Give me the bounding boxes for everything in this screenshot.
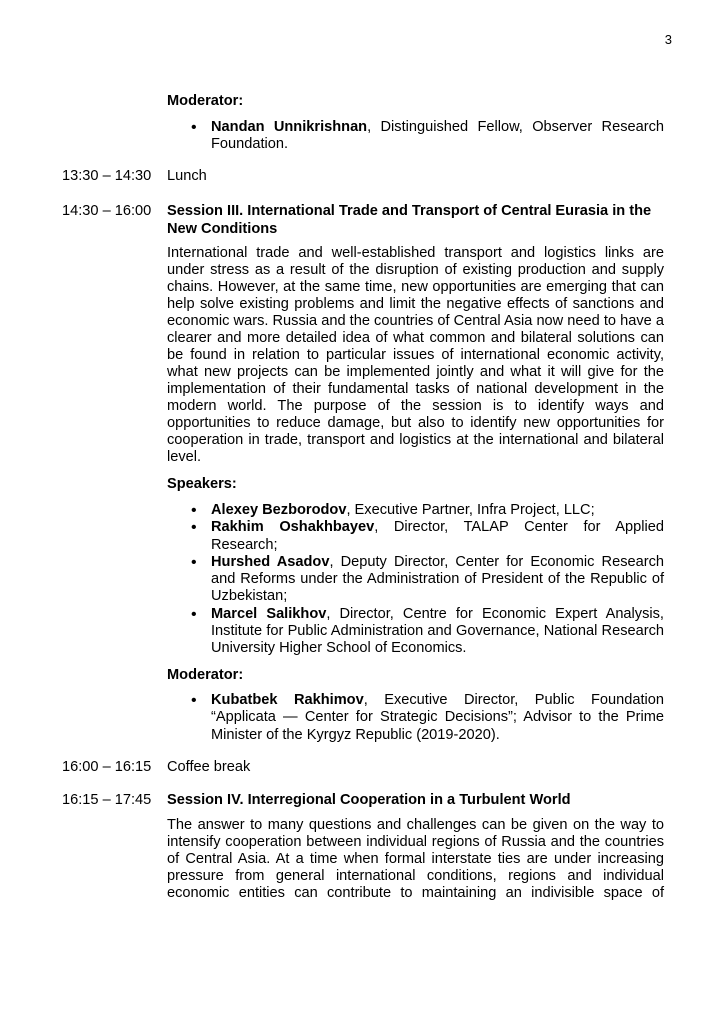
- person-name: Nandan Unnikrishnan: [211, 119, 368, 135]
- moderator-label: Moderator:: [167, 667, 244, 683]
- moderator-list: [211, 692, 664, 744]
- session-description: The answer to many questions and challenges can be given on the way to intensify cooperation between individual regions of Russia and the countries of Central Asia. At a time when formal interstate ties are under increasing pressure from general international conditions, regions and individual economic entities can contribute to maintaining an indivisible space of: [167, 817, 664, 901]
- list-item: [211, 606, 664, 658]
- time-slot: 14:30 – 16:00: [62, 203, 152, 219]
- list-item: [211, 554, 664, 606]
- person-name: Alexey Bezborodov: [211, 502, 347, 518]
- person-name: Marcel Salikhov: [211, 605, 327, 622]
- moderator-list: [211, 119, 664, 154]
- time-slot: 16:00 – 16:15: [62, 759, 152, 775]
- time-slot: 13:30 – 14:30: [62, 168, 152, 184]
- list-item: [211, 119, 664, 154]
- agenda-label: Lunch: [167, 168, 207, 184]
- speakers-list: [211, 502, 664, 658]
- person-details: , Deputy Director, Center for Economic Research and Reforms under the Administration of President of the Republic of Uzbekistan;: [211, 553, 664, 605]
- person-details: , Distinguished Fellow, Observer Research Foundation.: [211, 119, 664, 153]
- person-details: , Executive Partner, Infra Project, LLC;: [346, 502, 595, 518]
- person-details: , Director, TALAP Center for Applied Research;: [211, 519, 664, 553]
- list-item: [211, 519, 664, 554]
- list-item: [211, 692, 664, 744]
- speakers-label: Speakers:: [167, 476, 237, 492]
- person-name: Rakhim Oshakhbayev: [211, 519, 375, 536]
- person-name: Hurshed Asadov: [211, 553, 330, 570]
- person-details: , Executive Director, Public Foundation “Applicata — Center for Strategic Decisions”; Advisor to the Prime Minister of the Kyrgyz Republic (2019-2020).: [211, 692, 665, 743]
- session-title: Session IV. Interregional Cooperation in a Turbulent World: [167, 792, 571, 808]
- session-description: International trade and well-established transport and logistics links are under stress as a result of the disruption of existing production and supply chains. However, at the same time, new opportunities are emerging that can help solve existing problems and limit the negative effects of sanctions and economic wars. Russia and the countries of Central Asia now need to have a clearer and more detailed idea of what common and bilateral solutions can be found in relation to particular issues of international economic activity, what new projects can be implemented jointly and what it will give for the implementation of their fundamental tasks of national development in the modern world. The purpose of the session is to identify ways and opportunities to reduce damage, but also to identify new opportunities for cooperation in trade, transport and logistics at the international and bilateral level.: [167, 245, 664, 465]
- person-name: Kubatbek Rakhimov: [211, 692, 364, 708]
- agenda-label: Coffee break: [167, 759, 251, 775]
- time-slot: 16:15 – 17:45: [62, 792, 152, 808]
- person-details: , Director, Centre for Economic Expert Analysis, Institute for Public Administration and Governance, National Research University Higher School of Economics.: [211, 605, 664, 657]
- session-title: Session III. International Trade and Transport of Central Eurasia in the New Conditions: [167, 203, 652, 237]
- moderator-label: Moderator:: [167, 93, 244, 109]
- list-item: [211, 502, 664, 519]
- page-number: 3: [664, 32, 672, 47]
